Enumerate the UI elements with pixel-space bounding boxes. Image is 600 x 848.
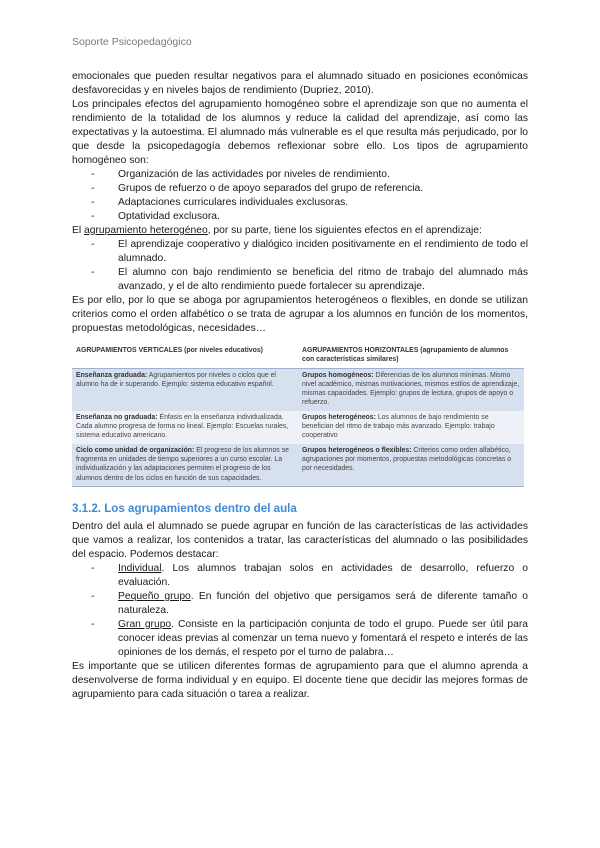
- list-item: - El alumno con bajo rendimiento se beneficia del ritmo de trabajo del alumnado más avanzado, y el de alto rendimiento puede fortalecer su aprendizaje.: [72, 266, 528, 294]
- list-item: - Pequeño grupo. En función del objetivo que persigamos será de diferente tamaño o naturaleza.: [72, 590, 528, 618]
- classroom-grouping-list: [72, 562, 528, 660]
- paragraph-intro: emocionales que pueden resultar negativos para el alumnado situado en posiciones económicas desfavorecidas y en niveles bajos de rendimiento (Dupriez, 2010).: [72, 71, 528, 96]
- table-header-horizontal: AGRUPAMIENTOS HORIZONTALES (agrupamiento de alumnos con características similares): [298, 344, 524, 368]
- table-cell: Grupos heterogéneos: Los alumnos de bajo rendimiento se benefician del ritmo de trabajo más avanzado. Ejemplo: trabajo cooperativo: [298, 411, 524, 444]
- document-body: [72, 70, 528, 702]
- paragraph-homogeneous-effects: Los principales efectos del agrupamiento homogéneo sobre el aprendizaje son que no aumenta el rendimiento de la totalidad de los alumnos y reduce la calidad del aprendizaje, así como las expectativas y la autoestima. El alumnado más vulnerable es el que resulta más perjudicado, por lo que desde la psicopedagogía debemos reflexionar sobre ello. Los tipos de agrupamiento homogéneo son:: [72, 99, 528, 166]
- paragraph-flexible-groups: Es por ello, por lo que se aboga por agrupamientos heterogéneos o flexibles, en donde se utilizan criterios como el orden alfabético o se trata de agrupar a los alumnos en función de los momentos, propuestas metodológicas, necesidades…: [72, 295, 528, 334]
- table-row: [72, 368, 524, 411]
- list-item: - El aprendizaje cooperativo y dialógico inciden positivamente en el rendimiento de todo el alumnado.: [72, 238, 528, 266]
- list-item: - Optatividad exclusora.: [72, 210, 528, 224]
- table-cell: Ciclo como unidad de organización: El progreso de los alumnos se fragmenta en unidades de tiempo superiores a un curso escolar. La individualización y las adaptaciones permiten el progreso de los alumnos dentro de los ciclos en función de sus capacidades.: [72, 444, 298, 487]
- grouping-table: [72, 344, 524, 487]
- list-item: - Individual. Los alumnos trabajan solos en actividades de desarrollo, refuerzo o evaluación.: [72, 562, 528, 590]
- heterogeneous-effects-list: [72, 238, 528, 294]
- table-header-vertical: AGRUPAMIENTOS VERTICALES (por niveles educativos): [72, 344, 298, 368]
- table-cell: Grupos homogéneos: Diferencias de los alumnos mínimas. Mismo nivel académico, mismas motivaciones, mismos estilos de aprendizaje, mismas capacidades. Ejemplo: grupos de lectura, grupos de apoyo o refuerzo.: [298, 368, 524, 411]
- list-item: - Organización de las actividades por niveles de rendimiento.: [72, 168, 528, 182]
- list-item: - Gran grupo. Consiste en la participación conjunta de todo el grupo. Puede ser útil para conocer ideas previas al comenzar un tema nuevo y fomentará el respeto e interés de las opiniones de los demás, el respeto por el turno de palabra…: [72, 618, 528, 660]
- page-header: Soporte Psicopedagógico: [72, 36, 192, 48]
- table-cell: Grupos heterogéneos o flexibles: Criterios como orden alfabético, agrupaciones por momentos, propuestas metodológicas concretas o por necesidades.: [298, 444, 524, 487]
- paragraph-classroom-grouping: Dentro del aula el alumnado se puede agrupar en función de las características de las actividades que vamos a realizar, los contenidos a tratar, las características del alumnado o las posibilidades del espacio. Podemos destacar:: [72, 520, 528, 560]
- table-cell: Enseñanza no graduada: Énfasis en la enseñanza individualizada. Cada alumno progresa de forma no lineal. Ejemplo: Escuelas rurales, sistema educativo americano.: [72, 411, 298, 444]
- term-heterogeneous: agrupamiento heterogéneo: [84, 225, 208, 236]
- list-item: - Adaptaciones curriculares individuales exclusoras.: [72, 196, 528, 210]
- section-heading: 3.1.2. Los agrupamientos dentro del aula: [72, 501, 297, 515]
- paragraph-conclusion: Es importante que se utilicen diferentes formas de agrupamiento para que el alumno aprenda a desenvolverse de forma individual y en equipo. El docente tiene que decidir las mejores formas de agrupamiento para cada situación o tarea a realizar.: [72, 660, 528, 700]
- table-cell: Enseñanza graduada: Agrupamientos por niveles o ciclos que el alumno ha de ir superando. Ejemplo: sistema educativo español.: [72, 368, 298, 411]
- paragraph-heterogeneous-intro: El agrupamiento heterogéneo, por su parte, tiene los siguientes efectos en el aprendizaje:: [72, 225, 482, 236]
- table-row: [72, 444, 524, 487]
- list-item: - Grupos de refuerzo o de apoyo separados del grupo de referencia.: [72, 182, 528, 196]
- homogeneous-types-list: [72, 168, 528, 224]
- table-header-row: [72, 344, 524, 368]
- table-row: [72, 411, 524, 444]
